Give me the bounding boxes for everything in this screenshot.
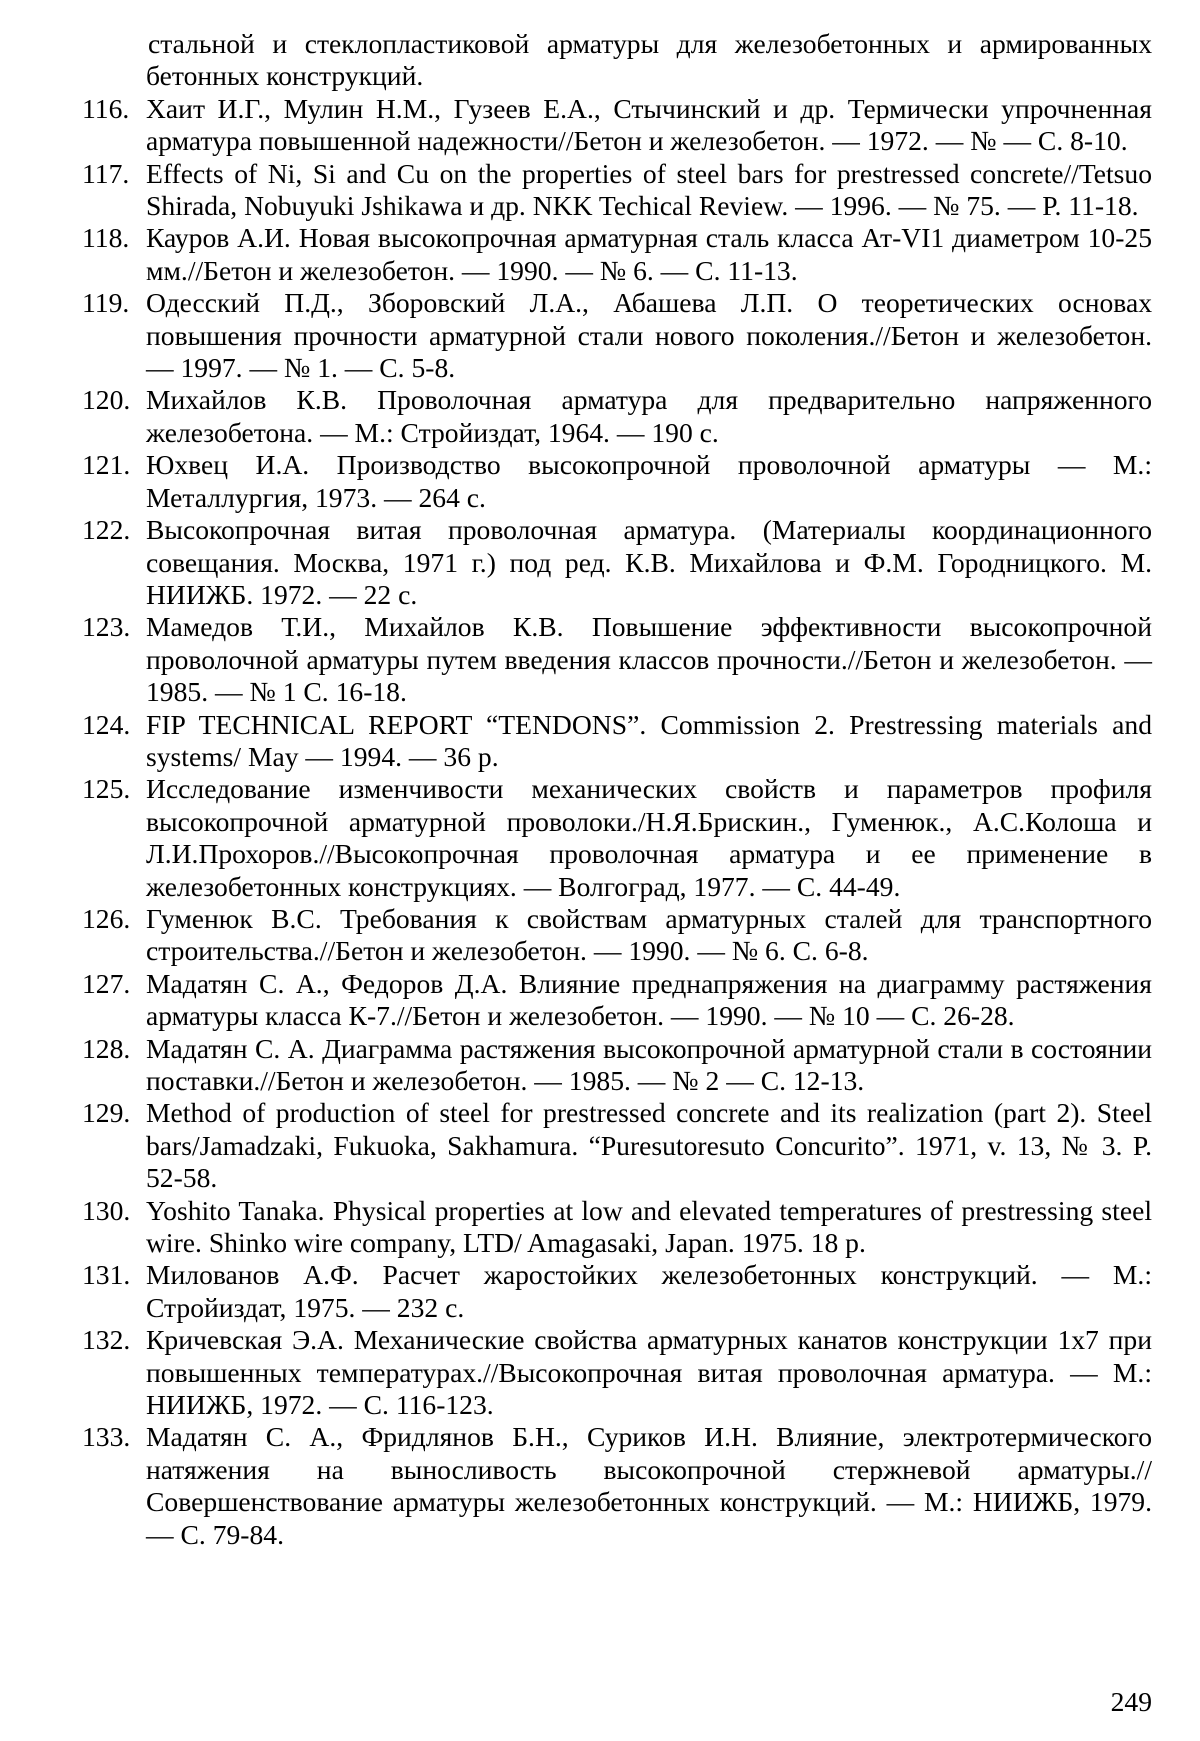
reference-text: Гуменюк В.С. Требования к свойствам арматурных сталей для транспортного строительства.//Бетон и железобетон. — 1990. — № 6. С. 6-8.: [146, 902, 1152, 967]
reference-text: Высокопрочная витая проволочная арматура. (Материалы координационного совещания. Москва, 1971 г.) под ред. К.В. Михайлова и Ф.М. Городницкого. М. НИИЖБ. 1972. — 22 с.: [146, 514, 1152, 610]
reference-text: Милованов А.Ф. Расчет жаростойких железобетонных конструкций. — М.: Стройиздат, 1975. — 232 с.: [146, 1259, 1152, 1323]
reference-number: 119.: [82, 287, 130, 319]
reference-item: [82, 902, 1152, 968]
reference-number: 117.: [82, 157, 130, 189]
reference-number: 124.: [82, 708, 131, 740]
reference-text: Кричевская Э.А. Механические свойства арматурных канатов конструкции 1x7 при повышенных температурах.//Высокопрочная витая проволочная арматура. — М.: НИИЖБ, 1972. — С. 116-123.: [146, 1324, 1152, 1421]
reference-continuation: [106, 28, 1152, 93]
reference-item: [82, 1421, 1152, 1551]
reference-text: Method of production of steel for prestressed concrete and its realization (part 2). Steel bars/Jamadzaki, Fukuoka, Sakhamura. “Puresutoresuto Concurito”. 1971, v. 13, № 3. P. 52-58.: [146, 1097, 1152, 1194]
reference-item: [82, 92, 1152, 158]
reference-item: [82, 1259, 1152, 1324]
reference-text: FIP TECHNICAL REPORT “TENDONS”. Commission 2. Prestressing materials and systems/ May — 1994. — 36 p.: [146, 708, 1152, 772]
reference-number: 131.: [82, 1259, 131, 1291]
reference-item: [82, 1097, 1152, 1194]
reference-item: [82, 287, 1152, 384]
reference-text: Effects of Ni, Si and Cu on the properties of steel bars for prestressed concrete//Tetsuo Shirada, Nobuyuki Jshikawa и др. NKK Techical Review. — 1996. — № 75. — P. 11-18.: [146, 157, 1152, 222]
reference-text: Исследование изменчивости механических свойств и параметров профиля высокопрочной арматурной проволоки./Н.Я.Брискин., Гуменюк., А.С.Колоша и Л.И.Прохоров.//Высокопрочная проволочная арматура и ее применение в железобетонных конструкциях. — Волгоград, 1977. — С. 44-49.: [146, 773, 1152, 902]
reference-item: [82, 1194, 1152, 1260]
reference-item: [82, 967, 1152, 1033]
reference-number: 121.: [82, 449, 131, 481]
reference-text: Юхвец И.А. Производство высокопрочной проволочной арматуры — М.: Металлургия, 1973. — 264 с.: [146, 449, 1152, 513]
reference-number: 116.: [82, 92, 130, 124]
reference-number: 129.: [82, 1097, 131, 1129]
reference-number: 127.: [82, 967, 131, 999]
reference-number: 118.: [82, 222, 130, 254]
reference-item: [82, 449, 1152, 514]
reference-item: [82, 384, 1152, 449]
reference-item: [82, 222, 1152, 287]
reference-item: [82, 1032, 1152, 1098]
reference-list: [82, 28, 1152, 1551]
reference-text: Мадатян С. А., Федоров Д.А. Влияние преднапряжения на диаграмму растяжения арматуры класса К-7.//Бетон и железобетон. — 1990. — № 10 — С. 26-28.: [146, 967, 1152, 1032]
reference-item: [82, 1324, 1152, 1421]
reference-number: 132.: [82, 1324, 131, 1356]
reference-text: стальной и стеклопластиковой арматуры для железобетонных и армированных бетонных конструкций.: [146, 28, 1152, 92]
reference-number: 120.: [82, 384, 131, 416]
reference-number: 133.: [82, 1421, 131, 1453]
reference-number: 126.: [82, 902, 131, 934]
reference-item: [82, 611, 1152, 708]
page-number: 249: [1110, 1686, 1152, 1717]
reference-number: 122.: [82, 514, 131, 546]
reference-item: [82, 708, 1152, 774]
reference-text: Одесский П.Д., Зборовский Л.А., Абашева Л.П. О теоретических основах повышения прочности арматурной стали нового поколения.//Бетон и железобетон. — 1997. — № 1. — С. 5-8.: [146, 287, 1152, 384]
reference-text: Yoshito Tanaka. Physical properties at low and elevated temperatures of prestressing steel wire. Shinko wire company, LTD/ Amagasaki, Japan. 1975. 18 p.: [146, 1194, 1152, 1259]
reference-item: [82, 514, 1152, 611]
reference-number: 125.: [82, 773, 131, 805]
reference-item: [82, 773, 1152, 903]
reference-text: Мадатян С. А., Фридлянов Б.Н., Суриков И.Н. Влияние, электротермического натяжения на выносливость высокопрочной стержневой арматуры.//Совершенствование арматуры железобетонных конструкций. — М.: НИИЖБ, 1979. — С. 79-84.: [146, 1421, 1152, 1550]
reference-number: 128.: [82, 1032, 131, 1064]
reference-text: Кауров А.И. Новая высокопрочная арматурная сталь класса Ат-VI1 диаметром 10-25 мм.//Бетон и железобетон. — 1990. — № 6. — С. 11-13.: [146, 222, 1152, 286]
reference-text: Хаит И.Г., Мулин Н.М., Гузеев Е.А., Стычинский и др. Термически упрочненная арматура повышенной надежности//Бетон и железобетон. — 1972. — № — С. 8-10.: [146, 92, 1152, 157]
reference-text: Мадатян С. А. Диаграмма растяжения высокопрочной арматурной стали в состоянии поставки.//Бетон и железобетон. — 1985. — № 2 — С. 12-13.: [146, 1032, 1152, 1096]
reference-text: Мамедов Т.И., Михайлов К.В. Повышение эффективности высокопрочной проволочной арматуры путем введения классов прочности.//Бетон и железобетон. — 1985. — № 1 С. 16-18.: [146, 611, 1152, 708]
reference-text: Михайлов К.В. Проволочная арматура для предварительно напряженного железобетона. — М.: Стройиздат, 1964. — 190 с.: [146, 384, 1152, 448]
reference-number: 130.: [82, 1194, 131, 1226]
reference-item: [82, 157, 1152, 223]
reference-number: 123.: [82, 611, 131, 643]
